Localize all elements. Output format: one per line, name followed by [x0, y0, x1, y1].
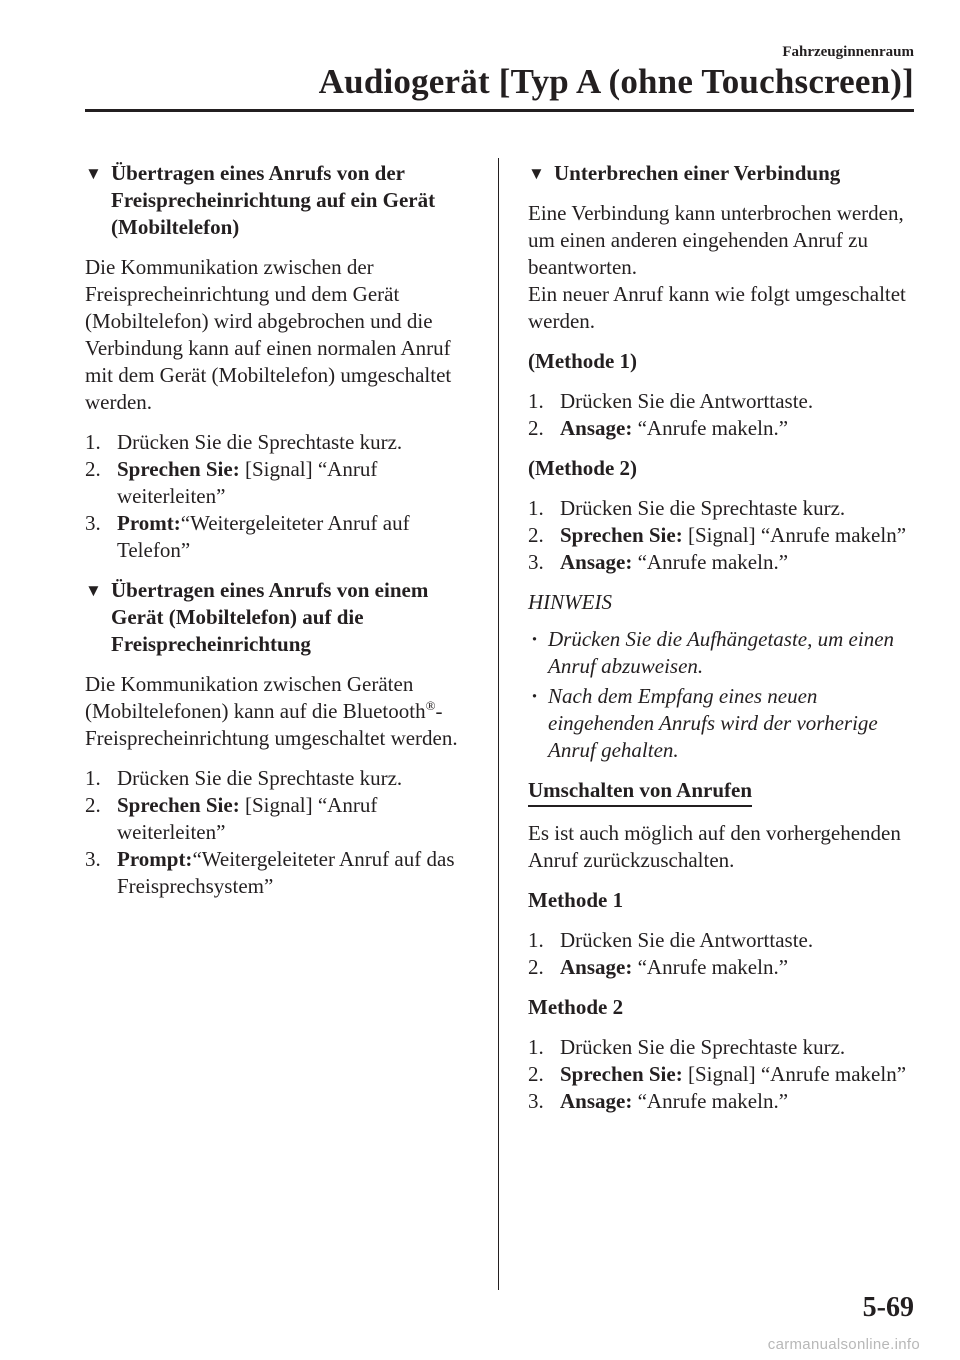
- paragraph: Es ist auch möglich auf den vorhergehenden Anruf zurückzuschalten.: [528, 821, 901, 872]
- bullet-icon: ·: [531, 627, 539, 651]
- step-item: 3. Prompt:“Weitergeleiteter Anruf auf das Freisprechsystem”: [85, 847, 455, 898]
- step-item: 2. Sprechen Sie: [Signal] “Anrufe makeln”: [528, 1062, 907, 1086]
- left-column: [85, 160, 480, 913]
- step-item: 1. Drücken Sie die Antworttaste.: [528, 389, 814, 413]
- page-number: 5-69: [862, 1292, 914, 1323]
- method-label: (Methode 2): [528, 456, 638, 480]
- paragraph: Eine Verbindung kann unterbrochen werden, um einen anderen eingehenden Anruf zu beantworten.: [528, 201, 904, 279]
- step-item: 3. Ansage: “Anrufe makeln.”: [528, 550, 789, 574]
- method-label: Methode 2: [528, 995, 624, 1019]
- heading-transfer-to-handsfree: ▼ Übertragen eines Anrufs von einem Gerät (Mobiltelefon) auf die Freisprecheinrichtung: [85, 578, 429, 656]
- step-item: 1. Drücken Sie die Sprechtaste kurz.: [528, 1035, 846, 1059]
- step-item: 2. Sprechen Sie: [Signal] “Anruf weiterleiten”: [85, 457, 378, 508]
- step-item: 1. Drücken Sie die Sprechtaste kurz.: [85, 430, 403, 454]
- heading-transfer-to-phone: ▼ Übertragen eines Anrufs von der Freisprecheinrichtung auf ein Gerät (Mobiltelefon): [85, 161, 436, 239]
- step-item: 2. Sprechen Sie: [Signal] “Anrufe makeln”: [528, 523, 907, 547]
- step-item: 1. Drücken Sie die Sprechtaste kurz.: [528, 496, 846, 520]
- step-list: [528, 388, 918, 442]
- step-list: [528, 1034, 918, 1115]
- method-label: (Methode 1): [528, 349, 638, 373]
- step-item: 2. Sprechen Sie: [Signal] “Anruf weiterleiten”: [85, 793, 378, 844]
- step-list: [528, 495, 918, 576]
- note-item: · Nach dem Empfang eines neuen eingehenden Anrufs wird der vorherige Anruf gehalten.: [531, 684, 878, 762]
- header-rule: [85, 109, 914, 112]
- section-label: Fahrzeuginnenraum: [782, 44, 914, 60]
- bullet-icon: ·: [531, 684, 539, 708]
- step-item: 2. Ansage: “Anrufe makeln.”: [528, 416, 789, 440]
- step-item: 1. Drücken Sie die Antworttaste.: [528, 928, 814, 952]
- heading-interrupt-connection: ▼ Unterbrechen einer Verbindung: [528, 161, 841, 185]
- column-divider: [498, 158, 499, 1290]
- step-list: [85, 765, 480, 900]
- page-title: Audiogerät [Typ A (ohne Touchscreen)]: [318, 62, 914, 101]
- step-list: [528, 927, 918, 981]
- step-item: 1. Drücken Sie die Sprechtaste kurz.: [85, 766, 403, 790]
- step-list: [85, 429, 480, 564]
- step-item: 3. Promt:“Weitergeleiteter Anruf auf Telefon”: [85, 511, 410, 562]
- triangle-down-icon: ▼: [528, 164, 545, 183]
- step-item: 3. Ansage: “Anrufe makeln.”: [528, 1089, 789, 1113]
- triangle-down-icon: ▼: [85, 164, 102, 183]
- note-title: HINWEIS: [528, 590, 612, 614]
- note-item: · Drücken Sie die Aufhängetaste, um einen Anruf abzuweisen.: [531, 627, 895, 678]
- method-label: Methode 1: [528, 888, 624, 912]
- heading-switch-calls: Umschalten von Anrufen: [528, 777, 752, 807]
- paragraph: Die Kommunikation zwischen der Freisprecheinrichtung und dem Gerät (Mobiltelefon) wird abgebrochen und die Verbindung kann auf einen normalen Anruf mit dem Gerät (Mobiltelefon) umgeschaltet werden.: [85, 255, 452, 414]
- paragraph: Die Kommunikation zwischen Geräten (Mobiltelefonen) kann auf die Bluetooth®-Freisprecheinrichtung umgeschaltet werden.: [85, 672, 458, 750]
- watermark: carmanualsonline.info: [767, 1336, 920, 1353]
- triangle-down-icon: ▼: [85, 581, 102, 600]
- step-item: 2. Ansage: “Anrufe makeln.”: [528, 955, 789, 979]
- paragraph: Ein neuer Anruf kann wie folgt umgeschaltet werden.: [528, 282, 906, 333]
- right-column: [528, 160, 918, 1128]
